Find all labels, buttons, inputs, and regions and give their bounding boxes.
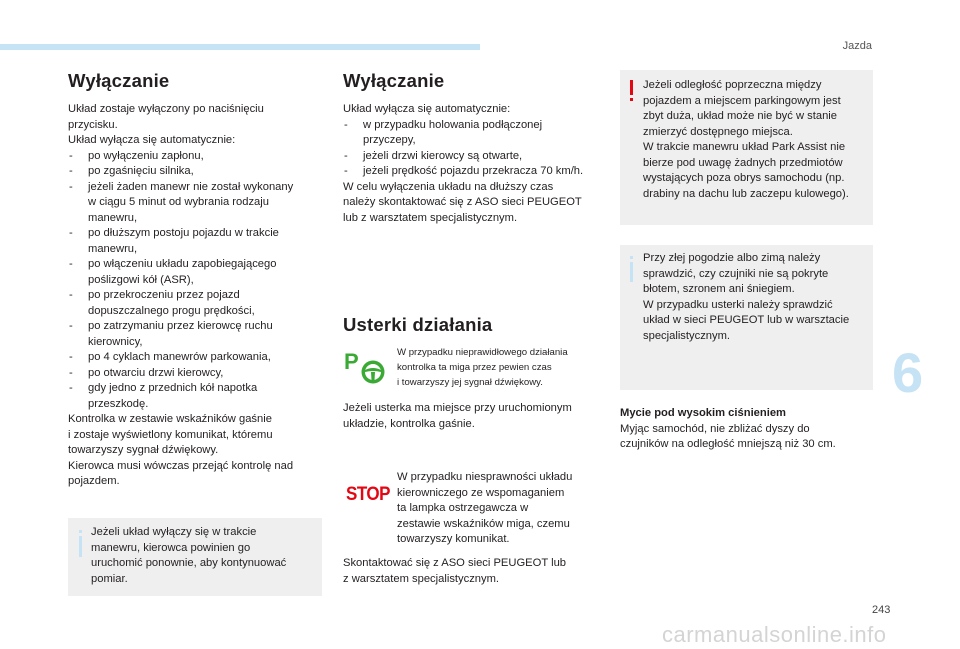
info-icon (79, 530, 82, 533)
warning-note-box (620, 70, 873, 225)
text-line: W przypadku usterki należy sprawdzić (643, 298, 833, 311)
text-line: W celu wyłączenia układu na dłuższy czas (343, 180, 554, 193)
text-line: towarzyszy sygnał dźwiękowy. (68, 444, 219, 456)
text-line: Jeżeli układ wyłączy się w trakcie (91, 526, 257, 538)
text-line: czujników na odległość mniejszą niż 30 cm. (620, 438, 836, 450)
text-line: Jeżeli odległość poprzeczna między (643, 79, 822, 91)
list-item: - w przypadku holowania podłączonej przyczepy, (343, 118, 608, 149)
text-line: zestawie wskaźników miga, czemu (397, 517, 570, 530)
list-item: - po przekroczeniu przez pojazd dopuszczalnego progu prędkości, (68, 288, 328, 319)
text-line: zbyt duża, układ może nie być w stanie (643, 110, 838, 122)
list-item: - po dłuższym postoju pojazdu w trakcie manewru, (68, 226, 328, 257)
text-line: przycisku. (68, 118, 118, 131)
list-item: - jeżeli drzwi kierowcy są otwarte, (343, 149, 608, 165)
wash-section (620, 406, 880, 453)
section-label: Jazda (842, 40, 872, 52)
text-line: pomiar. (91, 572, 128, 585)
list-item: - po zgaśnięciu silnika, (68, 164, 328, 180)
col1-title: Wyłączanie (68, 70, 170, 91)
text-line: sprawdzić, czy czujniki nie są pokryte (643, 267, 829, 280)
text-line: wystających poza obrys samochodu (np. (643, 172, 845, 184)
warning-icon-dot (630, 98, 633, 101)
text-line: drabiny na dachu lub zaczepu kulowego). (643, 187, 849, 200)
text-line: W przypadku niesprawności układu (397, 471, 573, 483)
col1-body (68, 102, 328, 490)
text-line: lub z warsztatem specjalistycznym. (343, 211, 518, 224)
chapter-number: 6 (892, 341, 924, 404)
icon2-desc (397, 470, 607, 548)
warning-icon (630, 80, 633, 95)
list-item: - jeżeli żaden manewr nie został wykonany w ciągu 5 minut od wybrania rodzaju manewru, (68, 180, 328, 227)
park-letter: P (344, 349, 359, 374)
text-line: należy skontaktować się z ASO sieci PEUGEOT (343, 196, 582, 208)
text-line: i zostaje wyświetlony komunikat, któremu (68, 428, 273, 441)
text-line: z warsztatem specjalistycznym. (343, 572, 500, 585)
info-icon-bar (630, 262, 633, 282)
text-line: Układ zostaje wyłączony po naciśnięciu (68, 103, 264, 115)
text-line: ta lampka ostrzegawcza w (397, 502, 529, 514)
text-line: kontrolka ta miga przez pewien czas (397, 362, 552, 373)
info-icon (630, 256, 633, 259)
text-line: specjalistycznym. (643, 329, 731, 342)
col2-end (343, 556, 608, 587)
wash-title: Mycie pod wysokim ciśnieniem (620, 407, 787, 419)
col2-body (343, 102, 608, 226)
text-line: Kontrolka w zestawie wskaźników gaśnie (68, 413, 272, 425)
text-line: kierowniczego ze wspomaganiem (397, 486, 565, 499)
park-assist-warning-icon (344, 350, 390, 390)
text-line: pojazdem a miejscem parkingowym jest (643, 94, 841, 107)
text-line: W przypadku nieprawidłowego działania (397, 347, 568, 358)
info-icon-bar (79, 536, 82, 557)
text-line: Przy złej pogodzie albo zimą należy (643, 252, 821, 264)
text-line: układzie, kontrolka gaśnie. (343, 417, 475, 430)
text-line: zmierzyć dostępnego miejsca. (643, 125, 793, 138)
col2-title: Wyłączanie (343, 70, 445, 91)
text-line: Myjąc samochód, nie zbliżać dyszy do (620, 422, 810, 435)
text-line: Układ wyłącza się automatycznie: (68, 134, 236, 146)
text-line: układ w sieci PEUGEOT lub w warsztacie (643, 314, 850, 326)
text-line: uruchomić ponownie, aby kontynuować (91, 557, 287, 569)
watermark: carmanualsonline.info (662, 622, 887, 647)
text-line: W trakcie manewru układ Park Assist nie (643, 141, 846, 153)
header-accent-bar (0, 44, 480, 50)
list-item: - gdy jedno z przednich kół napotka przeszkodę. (68, 381, 328, 412)
text-line: pojazdem. (68, 475, 120, 487)
list-item: - po włączeniu układu zapobiegającego poślizgowi kół (ASR), (68, 257, 328, 288)
text-line: i towarzyszy jej sygnał dźwiękowy. (397, 377, 543, 388)
info-note-box-2 (620, 245, 873, 390)
list-item: - po wyłączeniu zapłonu, (68, 149, 328, 165)
list-item: - po 4 cyklach manewrów parkowania, (68, 350, 328, 366)
text-line: towarzyszy komunikat. (397, 533, 510, 545)
col2-mid (343, 401, 608, 432)
list-item: - po zatrzymaniu przez kierowcę ruchu kierownicy, (68, 319, 328, 350)
text-line: Kierowca musi wówczas przejąć kontrolę nad (68, 459, 294, 472)
icon1-desc (397, 345, 607, 390)
col2-title-faults: Usterki działania (343, 314, 493, 335)
text-line: Jeżeli usterka ma miejsce przy uruchomionym (343, 402, 572, 414)
info-note-box (68, 518, 322, 596)
text-line: manewru, kierowca powinien go (91, 541, 251, 554)
list-item: - jeżeli prędkość pojazdu przekracza 70 km/h. (343, 164, 608, 180)
steering-wheel-icon (360, 359, 386, 385)
text-line: Układ wyłącza się automatycznie: (343, 103, 511, 115)
text-line: Skontaktować się z ASO sieci PEUGEOT lub (343, 557, 567, 569)
stop-warning-icon: STOP (346, 482, 390, 505)
text-line: bierze pod uwagę żadnych przedmiotów (643, 156, 843, 169)
text-line: błotem, szronem ani śniegiem. (643, 283, 795, 295)
list-item: - po otwarciu drzwi kierowcy, (68, 366, 328, 382)
page-number: 243 (872, 604, 891, 616)
